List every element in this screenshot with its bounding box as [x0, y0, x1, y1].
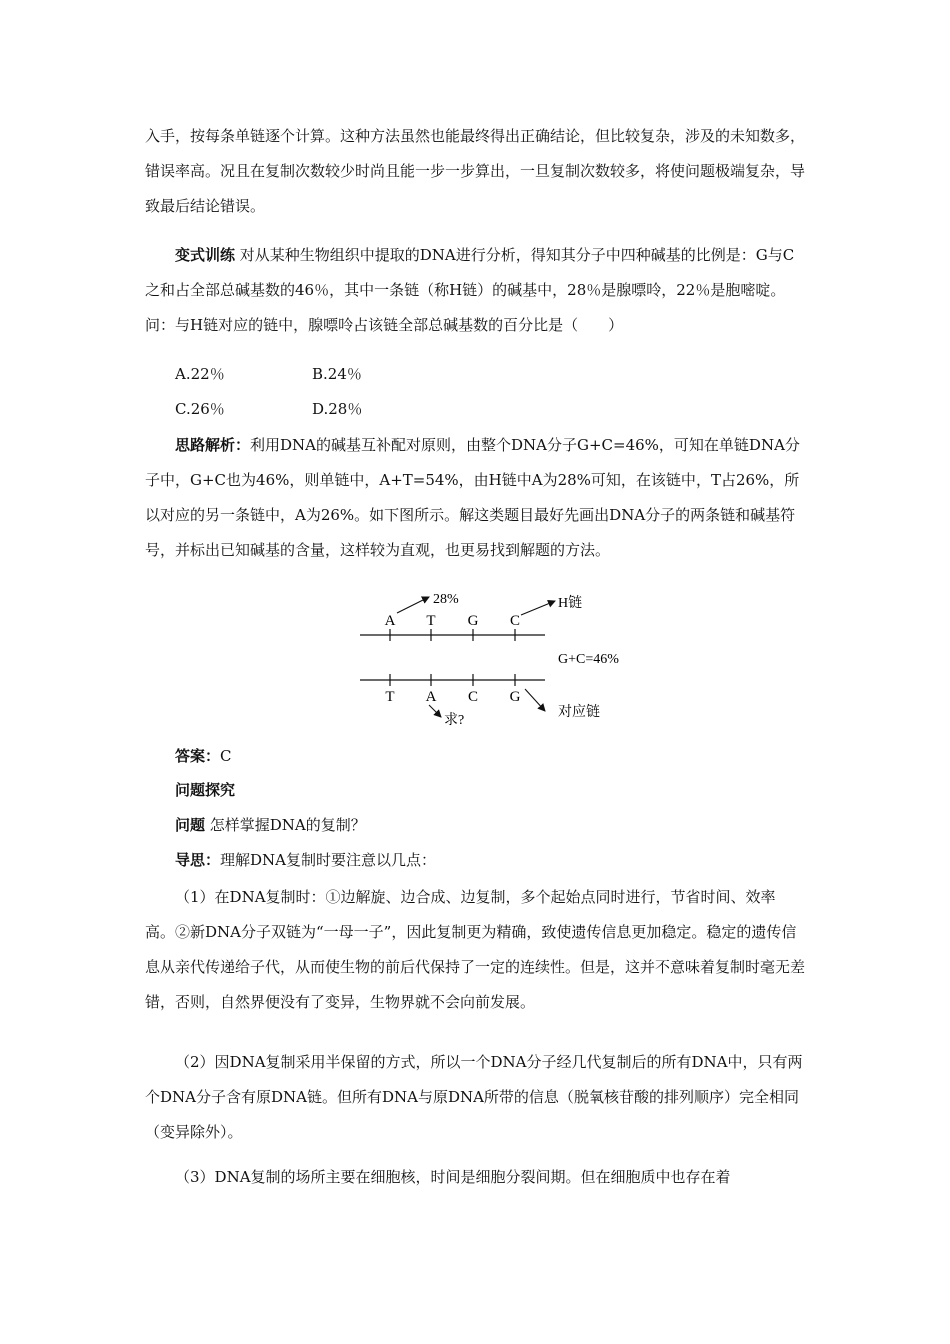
paragraph-answer — [145, 739, 805, 774]
top-base-4: C — [509, 613, 521, 629]
dna-strand-diagram — [355, 585, 645, 730]
h-chain-label: H链 — [558, 596, 583, 611]
option-d: D.28％ — [312, 400, 363, 418]
bottom-base-3: C — [467, 689, 479, 705]
top-percent-annotation: 28% — [433, 592, 459, 607]
arrow-to-pair-chain — [525, 689, 545, 711]
guide-text: 理解DNA复制时要注意以几点： — [220, 851, 437, 869]
gc-ratio-label: G+C=46% — [558, 652, 619, 667]
arrow-to-h-chain — [521, 601, 555, 615]
paragraph-analysis — [145, 428, 805, 568]
answer-value: C — [220, 747, 232, 765]
option-a: A.22％ — [175, 365, 225, 383]
paragraph-guide — [145, 843, 805, 878]
option-c: C.26％ — [175, 400, 225, 418]
bottom-base-4: G — [509, 689, 521, 705]
question-text: 怎样掌握DNA的复制？ — [205, 816, 366, 834]
question-heading-label: 问题 — [175, 816, 206, 834]
paragraph-intro: 入手，按每条单链逐个计算。这种方法虽然也能最终得出正确结论，但比较复杂，涉及的未知数多，错误率高。况且在复制次数较少时尚且能一步一步算出，一旦复制次数较多，将使问题极端复杂，导致最后结论错误。 — [145, 127, 806, 215]
bottom-base-1: T — [385, 689, 395, 705]
guide-label: 导思： — [175, 851, 221, 869]
analysis-label: 思路解析： — [175, 436, 251, 454]
paragraph-question — [145, 808, 805, 843]
question-label: 求? — [444, 713, 465, 728]
arrow-to-28-percent — [397, 597, 429, 613]
paragraph-point-1: （1）在DNA复制时：①边解旋、边合成、边复制，多个起始点同时进行，节省时间、效率高。②新DNA分子双链为“一母一子”，因此复制更为精确，致使遗传信息更加稳定。稳定的遗传信息从亲代传递给子代，从而使生物的前后代保持了一定的连续性。但是，这并不意味着复制时毫无差错，否则，自然界便没有了变异，生物界就不会向前发展。 — [145, 888, 806, 1011]
top-base-1: A — [384, 613, 396, 629]
analysis-text: 利用DNA的碱基互补配对原则，由整个DNA分子G+C=46%，可知在单链DNA分子中，G+C也为46%，则单链中，A+T=54%，由H链中A为28%可知，在该链中，T占26%，所以对应的另一条链中，A为26%。如下图所示。解这类题目最好先画出DNA分子的两条链和碱基符号，并标出已知碱基的含量，这样较为直观，也更易找到解题的方法。 — [145, 436, 800, 559]
arrow-to-question — [429, 705, 441, 717]
option-b: B.24％ — [312, 365, 362, 383]
pair-chain-label: 对应链 — [558, 705, 600, 720]
variant-training-text: 对从某种生物组织中提取的DNA进行分析，得知其分子中四种碱基的比例是：G与C之和占全部总碱基数的46％，其中一条链（称H链）的碱基中，28％是腺嘌呤，22％是胞嘧啶。问：与H链对应的链中，腺嘌呤占该链全部总碱基数的百分比是（ ） — [145, 246, 795, 334]
section-title: 问题探究 — [175, 781, 236, 799]
paragraph-point-3: （3）DNA复制的场所主要在细胞核，时间是细胞分裂间期。但在细胞质中也存在着 — [175, 1168, 731, 1186]
paragraph-point-2: （2）因DNA复制采用半保留的方式，所以一个DNA分子经几代复制后的所有DNA中，只有两个DNA分子含有原DNA链。但所有DNA与原DNA所带的信息（脱氧核苷酸的排列顺序）完全相同（变异除外）。 — [145, 1053, 803, 1141]
top-base-2: T — [426, 613, 436, 629]
variant-training-label: 变式训练 — [175, 246, 236, 264]
paragraph-variant-training — [145, 238, 805, 343]
top-base-3: G — [467, 613, 479, 629]
bottom-base-2: A — [425, 689, 437, 705]
answer-label: 答案： — [175, 747, 221, 765]
